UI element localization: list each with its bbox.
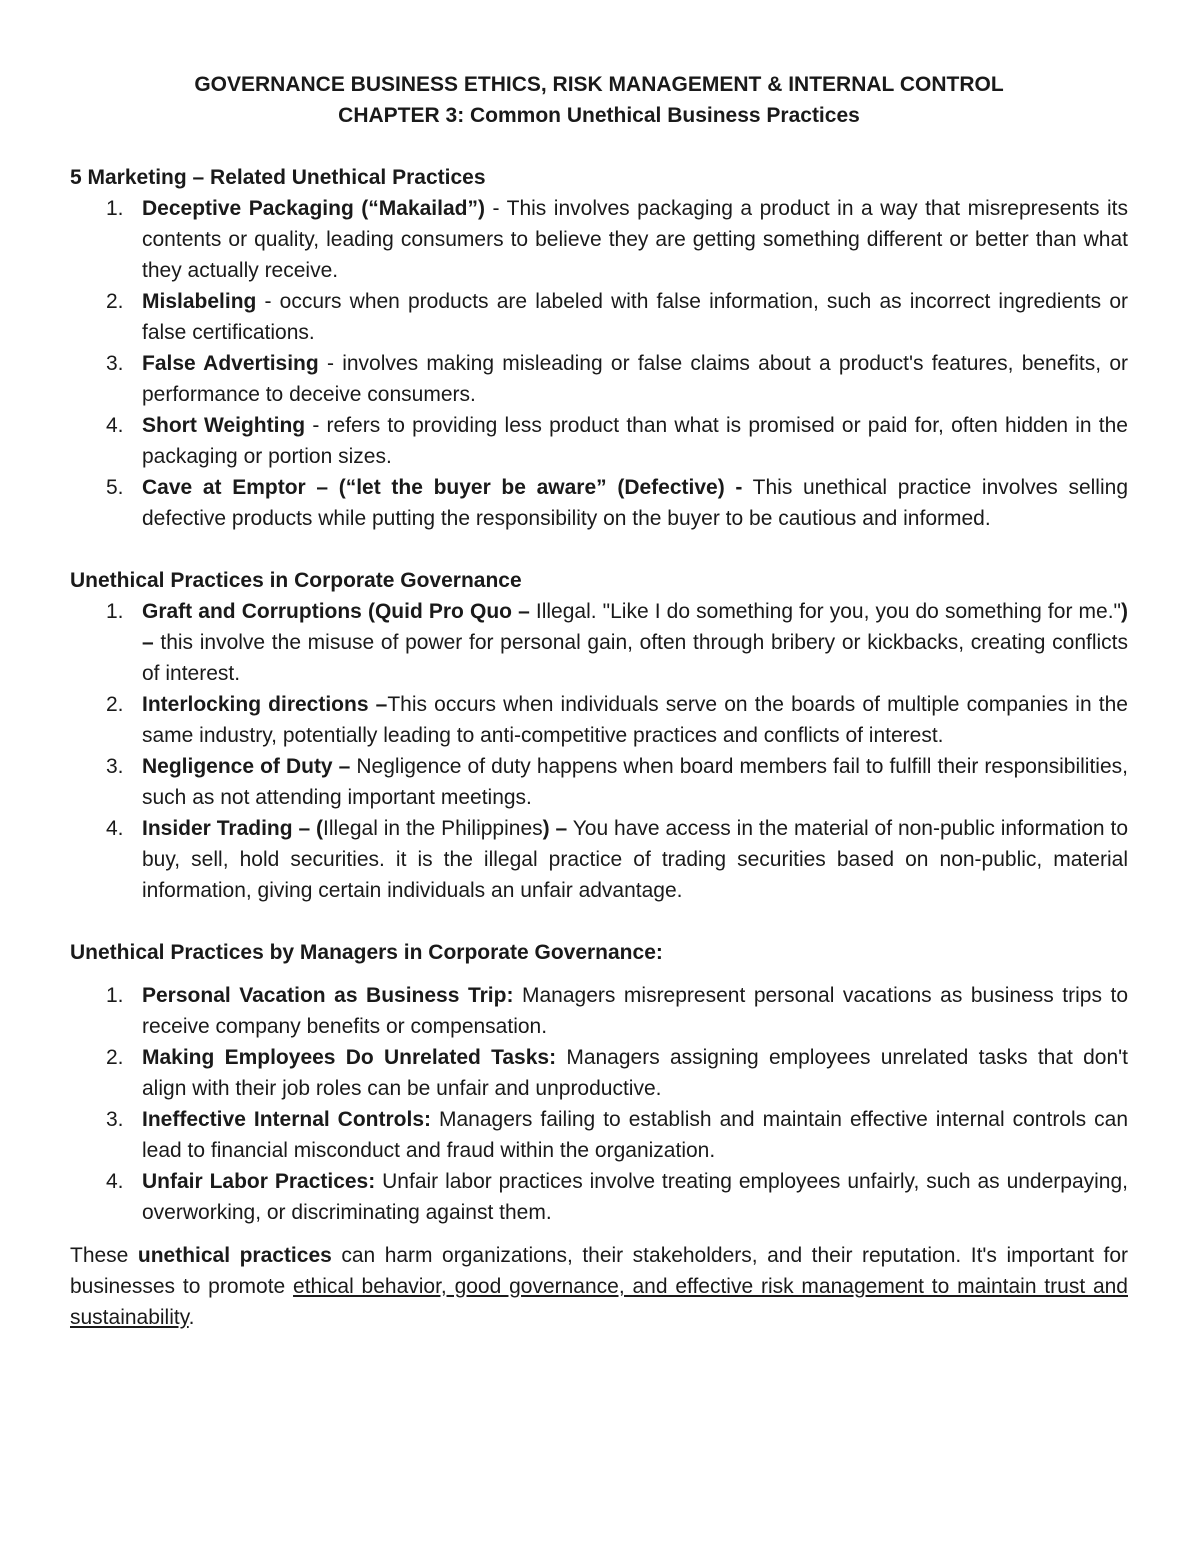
item-text: - occurs when products are labeled with false information, such as incorrect ingredients or false certifications. — [142, 290, 1128, 344]
chapter-title: CHAPTER 3: Common Unethical Business Practices — [338, 104, 860, 127]
item-number: 3. — [106, 1108, 124, 1131]
item-term: False Advertising — [142, 352, 319, 375]
section-heading-corporate-governance: Unethical Practices in Corporate Governance — [70, 569, 522, 592]
item-text: Managers assigning employees unrelated tasks that don't align with their job roles can be unfair and unproductive. — [142, 1046, 1128, 1100]
list-item — [70, 689, 1128, 751]
item-text: Unfair labor practices involve treating employees unfairly, such as underpaying, overworking, or discriminating against them. — [142, 1170, 1128, 1224]
item-number: 2. — [106, 693, 124, 716]
managers-practices-list — [70, 980, 1128, 1228]
item-text: Illegal in the Philippines — [323, 817, 543, 840]
conclusion-paragraph — [70, 1240, 1128, 1333]
item-text: - involves making misleading or false claims about a product's features, benefits, or performance to deceive consumers. — [142, 352, 1128, 406]
item-text: Managers failing to establish and maintain effective internal controls can lead to financial misconduct and fraud within the organization. — [142, 1108, 1128, 1162]
item-text: - This involves packaging a product in a way that misrepresents its contents or quality, leading consumers to believe they are getting something different or better than what they actually receive. — [142, 197, 1129, 282]
item-number: 1. — [106, 600, 124, 623]
item-number: 3. — [106, 755, 124, 778]
list-item — [70, 193, 1128, 286]
list-item — [70, 980, 1128, 1042]
item-term: Making Employees Do Unrelated Tasks: — [142, 1046, 557, 1069]
item-text: This unethical practice involves selling defective products while putting the responsibility on the buyer to be cautious and informed. — [142, 476, 1128, 530]
item-text-continued: You have access in the material of non-public information to buy, sell, hold securities. it is the illegal practice of trading securities based on non-public, material information, giving certain individuals an unfair advantage. — [142, 817, 1128, 902]
item-term-continued: ) – — [542, 817, 568, 840]
item-number: 4. — [106, 1170, 124, 1193]
list-item — [70, 348, 1128, 410]
item-term: Short Weighting — [142, 414, 306, 437]
list-item — [70, 472, 1128, 534]
document-page — [70, 69, 1128, 1333]
item-term: Mislabeling — [142, 290, 257, 313]
item-text: Illegal. "Like I do something for you, you do something for me." — [529, 600, 1121, 623]
conclusion-bold: unethical practices — [137, 1244, 332, 1267]
section-heading-marketing: 5 Marketing – Related Unethical Practices — [70, 166, 486, 189]
item-text: Negligence of duty happens when board members fail to fulfill their responsibilities, such as not attending important meetings. — [142, 755, 1128, 809]
marketing-practices-list — [70, 193, 1128, 534]
item-term: Deceptive Packaging (“Makailad”) — [142, 197, 485, 220]
governance-practices-list — [70, 596, 1128, 906]
item-number: 4. — [106, 414, 124, 437]
item-term: Graft and Corruptions (Quid Pro Quo – — [142, 600, 530, 623]
document-title: GOVERNANCE BUSINESS ETHICS, RISK MANAGEMENT & INTERNAL CONTROL — [194, 73, 1004, 96]
list-item — [70, 1166, 1128, 1228]
list-item — [70, 596, 1128, 689]
item-text: - refers to providing less product than what is promised or paid for, often hidden in the packaging or portion sizes. — [142, 414, 1128, 468]
item-term: Unfair Labor Practices: — [142, 1170, 376, 1193]
conclusion-end: . — [188, 1306, 195, 1329]
conclusion-underlined: ethical behavior, good governance, and effective risk management to maintain trust and sustainability — [70, 1275, 1128, 1329]
list-item — [70, 286, 1128, 348]
item-term: Interlocking directions – — [142, 693, 388, 716]
item-term: Personal Vacation as Business Trip: — [142, 984, 514, 1007]
item-number: 2. — [106, 1046, 124, 1069]
item-text-continued: this involve the misuse of power for personal gain, often through bribery or kickbacks, creating conflicts of interest. — [142, 631, 1128, 685]
item-number: 1. — [106, 984, 124, 1007]
item-number: 3. — [106, 352, 124, 375]
section-heading-managers: Unethical Practices by Managers in Corporate Governance: — [70, 941, 663, 964]
list-item — [70, 813, 1128, 906]
list-item — [70, 1104, 1128, 1166]
list-item — [70, 410, 1128, 472]
item-term: Cave at Emptor – (“let the buyer be aware” (Defective) - — [142, 476, 743, 499]
item-term-continued: ) – — [142, 600, 1128, 654]
conclusion-middle: can harm organizations, their stakeholders, and their reputation. It's important for businesses to promote — [70, 1244, 1129, 1298]
item-text: Managers misrepresent personal vacations as business trips to receive company benefits or compensation. — [142, 984, 1129, 1038]
item-number: 5. — [106, 476, 124, 499]
item-term: Ineffective Internal Controls: — [142, 1108, 432, 1131]
item-number: 4. — [106, 817, 124, 840]
list-item — [70, 751, 1128, 813]
item-term: Negligence of Duty – — [142, 755, 351, 778]
conclusion-lead: These — [70, 1244, 138, 1267]
item-term: Insider Trading – ( — [142, 817, 324, 840]
item-text: This occurs when individuals serve on the boards of multiple companies in the same industry, potentially leading to anti-competitive practices and conflicts of interest. — [142, 693, 1128, 747]
list-item — [70, 1042, 1128, 1104]
item-number: 2. — [106, 290, 124, 313]
item-number: 1. — [106, 197, 124, 220]
